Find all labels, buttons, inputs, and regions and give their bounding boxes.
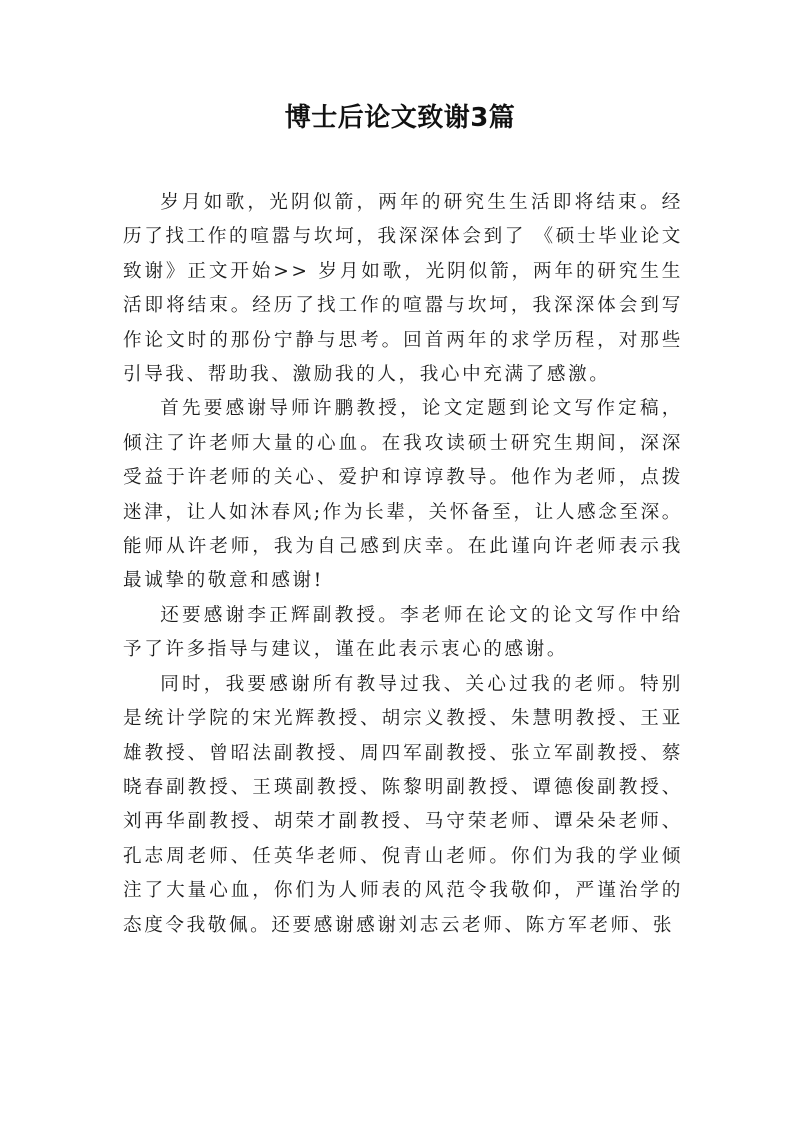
paragraph-advisor: 首先要感谢导师许鹏教授，论文定题到论文写作定稿，倾注了许老师大量的心血。在我攻读硕士研究生期间，深深受益于许老师的关心、爱护和谆谆教导。他作为老师，点拨迷津，让人如沐春风;作为长辈，关怀备至，让人感念至深。能师从许老师，我为自己感到庆幸。在此谨向许老师表示我最诚挚的敬意和感谢! [123,398,683,592]
document-title: 博士后论文致谢3篇 [284,103,516,133]
paragraph-associate-professor: 还要感谢李正辉副教授。李老师在论文的论文写作中给予了许多指导与建议，谨在此表示衷心的感谢。 [123,604,683,661]
paragraph-teachers: 同时，我要感谢所有教导过我、关心过我的老师。特别是统计学院的宋光辉教授、胡宗义教授、朱慧明教授、王亚雄教授、曾昭法副教授、周四军副教授、张立军副教授、蔡晓春副教授、王瑛副教授、陈黎明副教授、谭德俊副教授、刘再华副教授、胡荣才副教授、马守荣老师、谭朵朵老师、孔志周老师、任英华老师、倪青山老师。你们为我的学业倾注了大量心血，你们为人师表的风范令我敬仰，严谨治学的态度令我敬佩。还要感谢感谢刘志云老师、陈方军老师、张 [123,673,683,936]
document-body [123,186,683,943]
paragraph-intro: 岁月如歌，光阴似箭，两年的研究生生活即将结束。经历了找工作的喧嚣与坎坷，我深深体会到了 《硕士毕业论文致谢》正文开始>> 岁月如歌，光阴似箭，两年的研究生生活即将结束。经历了找工作的喧嚣与坎坷，我深深体会到写作论文时的那份宁静与思考。回首两年的求学历程，对那些引导我、帮助我、激励我的人，我心中充满了感激。 [123,192,683,386]
